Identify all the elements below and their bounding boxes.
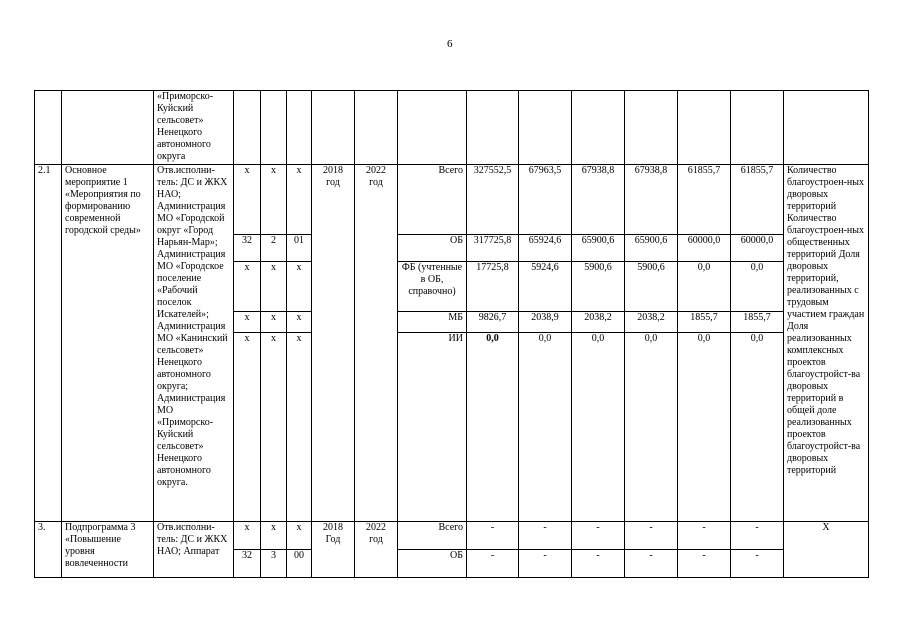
cell-value — [625, 91, 678, 165]
cell-indicators — [784, 91, 869, 165]
code-cell: х — [234, 165, 261, 235]
executor: Отв.исполни-тель: ДС и ЖКХ НАО; Аппарат — [154, 522, 234, 578]
page-number: 6 — [447, 38, 453, 50]
cell-value — [467, 91, 519, 165]
value-cell: 67938,8 — [572, 165, 625, 235]
value-cell: 60000,0 — [731, 235, 784, 262]
code-cell: х — [287, 165, 312, 235]
value-cell: - — [678, 522, 731, 550]
program-table — [34, 90, 869, 578]
value-cell: - — [678, 550, 731, 578]
row-number: 3. — [35, 522, 62, 578]
code-cell: х — [234, 522, 261, 550]
value-cell: 61855,7 — [678, 165, 731, 235]
value-cell: 5900,6 — [625, 262, 678, 312]
value-cell: - — [731, 522, 784, 550]
value-cell: 5924,6 — [519, 262, 572, 312]
value-cell: 5900,6 — [572, 262, 625, 312]
code-cell: 3 — [261, 550, 287, 578]
value-cell: 327552,5 — [467, 165, 519, 235]
activity-name: Основное мероприятие 1 «Мероприятия по формированию современной городской среды» — [62, 165, 154, 522]
value-cell: 67938,8 — [625, 165, 678, 235]
code-cell: х — [261, 312, 287, 333]
cell-value — [572, 91, 625, 165]
value-cell: - — [467, 550, 519, 578]
end-year: 2022 год — [355, 522, 398, 578]
code-cell: х — [287, 312, 312, 333]
value-cell: 0,0 — [678, 333, 731, 522]
table-row-2-1-total — [35, 165, 869, 235]
code-cell: 32 — [234, 550, 261, 578]
value-cell: 2038,2 — [572, 312, 625, 333]
funding-source: МБ — [398, 312, 467, 333]
target-indicators: Х — [784, 522, 869, 578]
code-cell: 01 — [287, 235, 312, 262]
code-cell: 00 — [287, 550, 312, 578]
value-cell: 0,0 — [731, 262, 784, 312]
funding-source: ФБ (учтенные в ОБ, справочно) — [398, 262, 467, 312]
code-cell: х — [287, 262, 312, 312]
target-indicators: Количество благоустроен-ных дворовых территорий Количество благоустроен-ных общественных территорий Доля дворовых территорий, реализованных с трудовым участием граждан Доля реализованных комплексных проектов благоустройст-ва дворовых территорий в общей доле реализованных проектов благоустройст-ва дворовых территорий — [784, 165, 869, 522]
row-number: 2.1 — [35, 165, 62, 522]
cell-code — [287, 91, 312, 165]
cell-start — [312, 91, 355, 165]
start-year: 2018 год — [312, 165, 355, 522]
activity-name: Подпрограмма 3 «Повышение уровня вовлеченности — [62, 522, 154, 578]
code-cell: 2 — [261, 235, 287, 262]
value-cell: 65900,6 — [572, 235, 625, 262]
cell-executor: «Приморско-Куйский сельсовет» Ненецкого автономного округа — [154, 91, 234, 165]
value-cell: - — [572, 522, 625, 550]
value-cell: 60000,0 — [678, 235, 731, 262]
code-cell: х — [234, 312, 261, 333]
value-cell: 9826,7 — [467, 312, 519, 333]
value-cell: 17725,8 — [467, 262, 519, 312]
code-cell: х — [287, 522, 312, 550]
cell-end — [355, 91, 398, 165]
funding-source: Всего — [398, 522, 467, 550]
value-cell: 2038,9 — [519, 312, 572, 333]
code-cell: х — [261, 262, 287, 312]
value-cell: 317725,8 — [467, 235, 519, 262]
value-cell: - — [572, 550, 625, 578]
cell-number — [35, 91, 62, 165]
value-cell: 61855,7 — [731, 165, 784, 235]
value-cell: 0,0 — [731, 333, 784, 522]
value-cell: - — [519, 522, 572, 550]
value-cell: 1855,7 — [731, 312, 784, 333]
cell-code — [234, 91, 261, 165]
code-cell: х — [234, 333, 261, 522]
start-year: 2018 Год — [312, 522, 355, 578]
funding-source: Всего — [398, 165, 467, 235]
table-row-3-total — [35, 522, 869, 550]
code-cell: 32 — [234, 235, 261, 262]
value-cell: - — [625, 522, 678, 550]
cell-value — [678, 91, 731, 165]
value-cell: 1855,7 — [678, 312, 731, 333]
value-cell: - — [625, 550, 678, 578]
cell-code — [261, 91, 287, 165]
cell-value — [731, 91, 784, 165]
executor: Отв.исполни-тель: ДС и ЖКХ НАО; Администрация МО «Городской округ «Город Нарьян-Мар»; Администрация МО «Городское поселение «Рабочий поселок Искателей»; Администрация МО «Канинский сельсовет» Ненецкого автономного округа; Администрация МО «Приморско-Куйский сельсовет» Ненецкого автономного округа. — [154, 165, 234, 522]
value-cell: 0,0 — [678, 262, 731, 312]
funding-source: ИИ — [398, 333, 467, 522]
value-cell: 0,0 — [572, 333, 625, 522]
value-cell: 0,0 — [625, 333, 678, 522]
code-cell: х — [287, 333, 312, 522]
value-cell: - — [519, 550, 572, 578]
code-cell: х — [261, 165, 287, 235]
value-cell: 67963,5 — [519, 165, 572, 235]
value-cell: 65924,6 — [519, 235, 572, 262]
continuation-row — [35, 91, 869, 165]
funding-source: ОБ — [398, 550, 467, 578]
value-cell: 65900,6 — [625, 235, 678, 262]
cell-value — [519, 91, 572, 165]
code-cell: х — [261, 522, 287, 550]
code-cell: х — [261, 333, 287, 522]
value-cell: 0,0 — [519, 333, 572, 522]
value-cell: - — [467, 522, 519, 550]
value-cell: - — [731, 550, 784, 578]
code-cell: х — [234, 262, 261, 312]
cell-name — [62, 91, 154, 165]
end-year: 2022 год — [355, 165, 398, 522]
cell-source — [398, 91, 467, 165]
value-cell: 0,0 — [467, 333, 519, 522]
value-cell: 2038,2 — [625, 312, 678, 333]
funding-source: ОБ — [398, 235, 467, 262]
